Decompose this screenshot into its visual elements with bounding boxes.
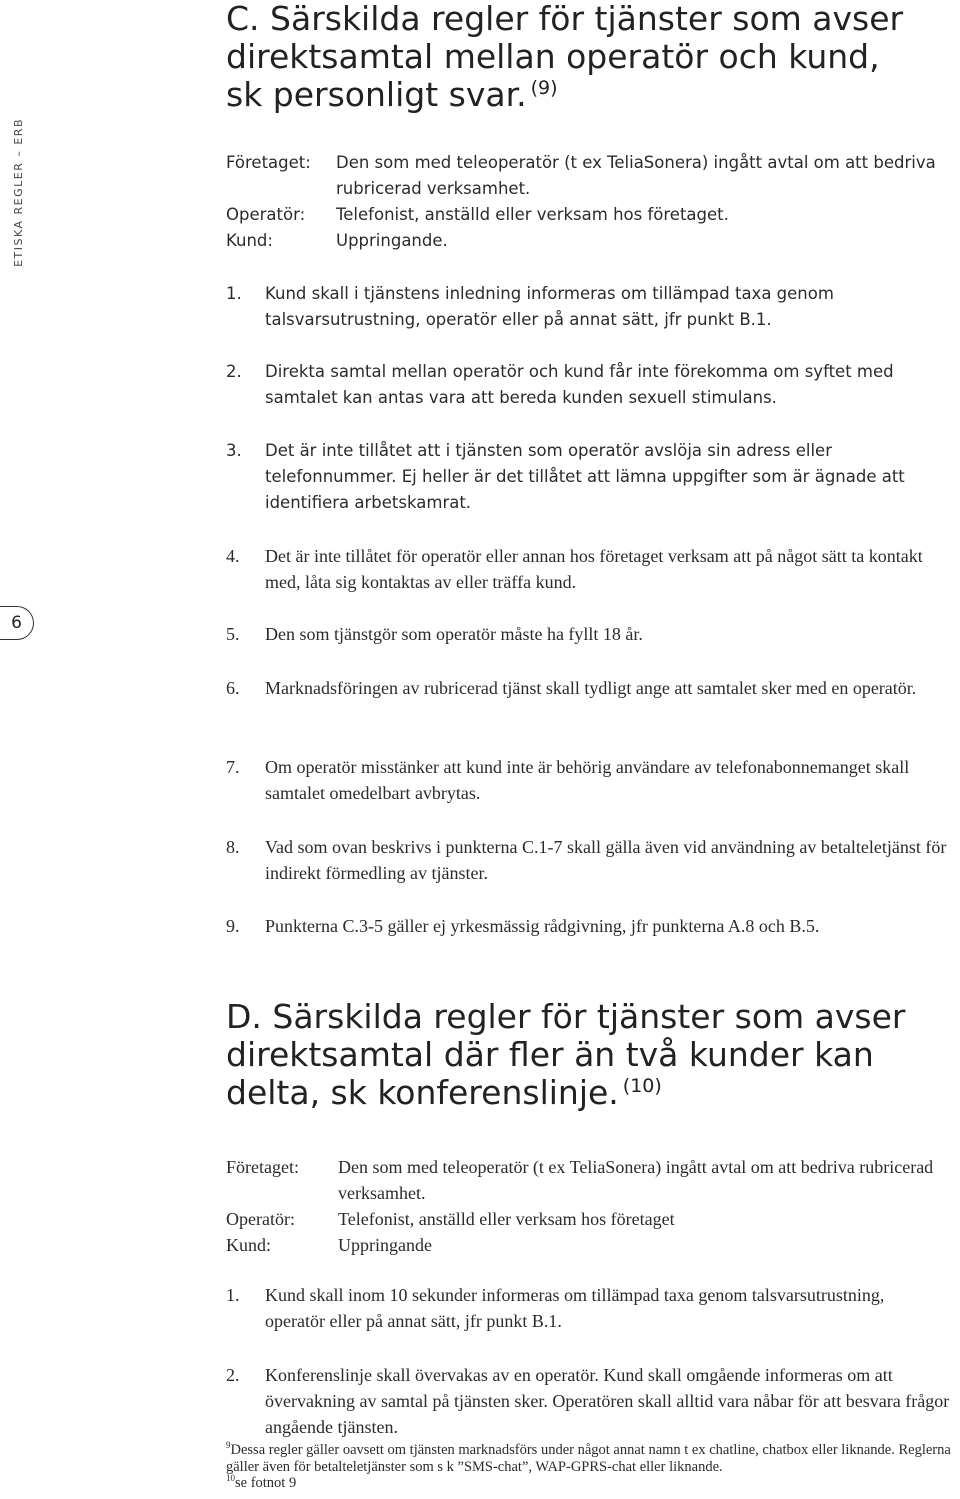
definition-row	[226, 150, 956, 202]
definition-term: Operatör:	[226, 1209, 295, 1229]
definition-row	[226, 202, 956, 228]
footnote-text: Dessa regler gäller oavsett om tjänsten marknadsförs under något annat namn t ex chatline, chatbox eller liknande. Reglerna gäller även för betalteletjänster som s k ”SMS-chat”, WAP-GPRS-chat eller liknande.	[226, 1442, 951, 1475]
list-item	[226, 281, 866, 333]
list-item	[226, 438, 936, 516]
item-number: 2.	[226, 362, 242, 381]
list-item	[226, 621, 958, 647]
item-text: Om operatör misstänker att kund inte är behörig användare av telefonabonnemanget skall samtalet omedelbart avbrytas.	[265, 757, 910, 803]
definition-desc: Telefonist, anställd eller verksam hos företaget	[338, 1209, 675, 1229]
list-item	[226, 1282, 926, 1334]
definition-desc: Uppringande	[338, 1235, 432, 1255]
list-item	[226, 543, 958, 595]
item-text: Konferenslinje skall övervakas av en operatör. Kund skall omgående informeras om att övervakning av samtal på tjänsten sker. Operatören skall alltid vara nåbar för att besvara frågor angående tjänsten.	[265, 1365, 950, 1437]
side-label: ETISKA REGLER – ERB	[12, 118, 25, 267]
definition-row	[226, 1232, 956, 1258]
list-item	[226, 834, 958, 886]
item-text: Direkta samtal mellan operatör och kund får inte förekomma om syftet med samtalet kan antas vara att bereda kunden sexuell stimulans.	[265, 362, 894, 407]
definition-term: Kund:	[226, 231, 273, 250]
definition-desc: Telefonist, anställd eller verksam hos företaget.	[336, 205, 729, 224]
section-c-note: (9)	[530, 77, 558, 99]
list-item	[226, 913, 958, 939]
definition-term: Företaget:	[226, 1157, 299, 1177]
item-number: 2.	[226, 1365, 240, 1385]
item-number: 1.	[226, 284, 242, 303]
definition-term: Kund:	[226, 1235, 271, 1255]
definition-row	[226, 1154, 956, 1206]
footnote-text: se fotnot 9	[235, 1475, 297, 1491]
item-number: 5.	[226, 624, 240, 644]
item-number: 9.	[226, 916, 240, 936]
section-d-title: D. Särskilda regler för tjänster som avser direktsamtal där fler än två kunder kan delta, sk konferenslinje. $^{(10)}$	[226, 997, 906, 1112]
definition-term: Operatör:	[226, 205, 306, 224]
definition-row	[226, 1206, 956, 1232]
item-number: 4.	[226, 546, 240, 566]
item-number: 3.	[226, 441, 242, 460]
list-item	[226, 754, 958, 806]
item-number: 8.	[226, 837, 240, 857]
footnote-mark: 10	[226, 1473, 235, 1483]
item-text: Det är inte tillåtet att i tjänsten som operatör avslöja sin adress eller telefonnummer. Ej heller är det tillåtet att lämna uppgifter som är ägnade att identifiera arbetskamrat.	[265, 441, 905, 512]
item-number: 7.	[226, 757, 240, 777]
footnote	[226, 1442, 956, 1475]
item-text: Kund skall i tjänstens inledning informeras om tillämpad taxa genom talsvarsutrustning, operatör eller på annat sätt, jfr punkt B.1.	[265, 284, 834, 329]
section-c-definitions	[226, 150, 956, 254]
definition-row	[226, 228, 956, 254]
item-number: 1.	[226, 1285, 240, 1305]
item-text: Punkterna C.3-5 gäller ej yrkesmässig rådgivning, jfr punkterna A.8 och B.5.	[265, 916, 820, 936]
footnotes	[226, 1442, 956, 1492]
list-item	[226, 359, 926, 411]
list-item	[226, 1362, 958, 1440]
definition-term: Företaget:	[226, 153, 311, 172]
section-c-title: C. Särskilda regler för tjänster som avser direktsamtal mellan operatör och kund, sk personligt svar. $^{(9)}$	[226, 0, 904, 114]
item-text: Den som tjänstgör som operatör måste ha fyllt 18 år.	[265, 624, 643, 644]
list-item	[226, 675, 958, 701]
definition-desc: Den som med teleoperatör (t ex TeliaSonera) ingått avtal om att bedriva rubricerad verksamhet.	[336, 153, 936, 198]
footnote	[226, 1475, 956, 1492]
footnote-mark: 9	[226, 1440, 231, 1450]
item-text: Marknadsföringen av rubricerad tjänst skall tydligt ange att samtalet sker med en operatör.	[265, 678, 917, 698]
item-text: Kund skall inom 10 sekunder informeras om tillämpad taxa genom talsvarsutrustning, operatör eller på annat sätt, jfr punkt B.1.	[265, 1285, 885, 1331]
section-d-note: (10)	[622, 1075, 662, 1097]
item-text: Det är inte tillåtet för operatör eller annan hos företaget verksam att på något sätt ta kontakt med, låta sig kontaktas av eller träffa kund.	[265, 546, 923, 592]
item-text: Vad som ovan beskrivs i punkterna C.1-7 skall gälla även vid användning av betalteletjänst för indirekt förmedling av tjänster.	[265, 837, 947, 883]
definition-desc: Den som med teleoperatör (t ex TeliaSonera) ingått avtal om att bedriva rubricerad verksamhet.	[338, 1157, 934, 1203]
item-number: 6.	[226, 678, 240, 698]
section-d-definitions	[226, 1154, 956, 1258]
definition-desc: Uppringande.	[336, 231, 448, 250]
page-number: 6	[0, 606, 34, 640]
